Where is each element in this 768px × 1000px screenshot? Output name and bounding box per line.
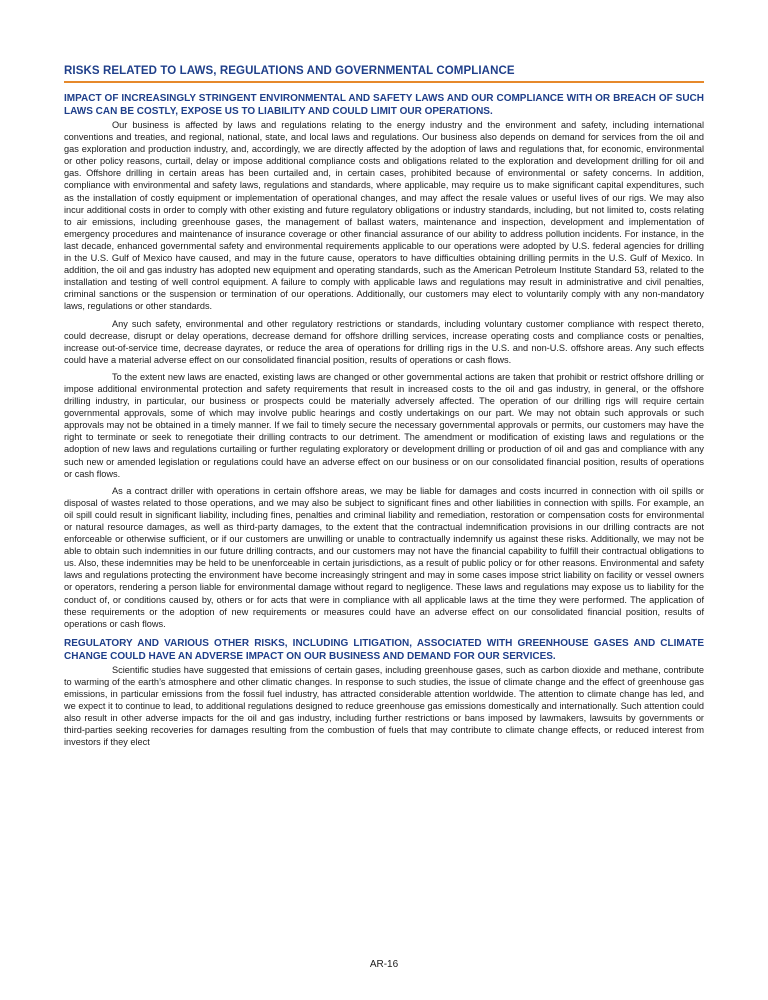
paragraph: Scientific studies have suggested that emissions of certain gases, including greenhouse gases, such as carbon dioxide and methane, contribute to warming of the earth’s atmosphere and other climatic changes. In response to such studies, the issue of climate change and the effect of greenhouse gas emissions, in particular emissions from the fossil fuel industry, has attracted considerable attention worldwide. The attention to climate change has led, and we expect it to continue to lead, to additional regulations designed to reduce greenhouse gas emissions domestically and internationally. Such attention could also result in other adverse impacts for the oil and gas industry, including further restrictions or bans imposed by lawmakers, lawsuits by governments or third-parties seeking recoveries for damages resulting from the combustion of fuels that may contribute to climate change effects, or reduced interest from investors if they elect [64, 664, 704, 748]
paragraph: As a contract driller with operations in certain offshore areas, we may be liable for damages and costs incurred in connection with oil spills or disposal of wastes related to those operations, and we may also be subject to significant fines and other liabilities in connection with spills. For example, an oil spill could result in significant liability, including fines, penalties and criminal liability and remediation, restoration or compensation costs for environmental or natural resource damages, as well as third-party damages, to the extent that the contractual indemnification provisions in our drilling contracts are not enforceable or otherwise sufficient, or if our customers are unwilling or unable to contractually indemnify us against these risks. Additionally, we may not be able to obtain such indemnities in our future drilling contracts, and our customers may not have the financial capability to fulfill their contractual obligations to us. Also, these indemnities may be held to be unenforceable in certain jurisdictions, as a result of public policy or for other reasons. Environmental and safety laws and regulations protecting the environment have become increasingly stringent and may in some cases impose strict liability on facility or vessel owners or operators, rendering a person liable for environmental damage without regard to negligence. These laws and regulations may expose us to liability for the conduct of, or conditions caused by, others or for acts that were in compliance with all applicable laws at the time they were performed. The application of these requirements or the adoption of new requirements or measures could have an adverse effect on our consolidated financial position, results of operations or cash flows. [64, 485, 704, 629]
paragraph: To the extent new laws are enacted, existing laws are changed or other governmental actions are taken that prohibit or restrict offshore drilling or impose additional environmental protection and safety requirements that result in increased costs to the oil and gas industry, in general, or the offshore drilling industry, in particular, our business or prospects could be materially adversely affected. The operation of our drilling rigs will require certain governmental approvals, some of which may involve public hearings and costly undertakings on our part. We may not obtain such approvals or such approvals may not be obtained in a timely manner. If we fail to timely secure the necessary governmental approvals or permits, our customers may have the right to terminate or seek to renegotiate their drilling contracts to our detriment. The amendment or modification of existing laws and regulations or the adoption of new laws and regulations curtailing or further regulating exploratory or development drilling or production of oil and gas and compliance with any such new or amended legislation or regulations could have an adverse effect on our business or on our consolidated financial position, results of operations or cash flows. [64, 371, 704, 479]
paragraph: Any such safety, environmental and other regulatory restrictions or standards, including voluntary customer compliance with respect thereto, could decrease, disrupt or delay operations, decrease demand for offshore drilling services, increase operating costs and compliance costs or penalties, increase out-of-service time, decrease dayrates, or reduce the area of operations for drilling rigs in the U.S. and non-U.S. offshore areas. Any such effects could have a material adverse effect on our consolidated financial position, results of operations or cash flows. [64, 318, 704, 365]
risk-heading: IMPACT OF INCREASINGLY STRINGENT ENVIRONMENTAL AND SAFETY LAWS AND OUR COMPLIANCE WITH OR BREACH OF SUCH LAWS CAN BE COSTLY, EXPOSE US TO LIABILITY AND COULD LIMIT OUR OPERATIONS. [64, 93, 704, 117]
document-page [64, 64, 704, 754]
section-divider [64, 81, 704, 83]
page-number: AR-16 [369, 959, 399, 970]
risk-heading: REGULATORY AND VARIOUS OTHER RISKS, INCLUDING LITIGATION, ASSOCIATED WITH GREENHOUSE GASES AND CLIMATE CHANGE COULD HAVE AN ADVERSE IMPACT ON OUR BUSINESS AND DEMAND FOR OUR SERVICES. [64, 637, 704, 662]
paragraph: Our business is affected by laws and regulations relating to the energy industry and the environment and safety, including international conventions and treaties, and regional, national, state, and local laws and regulations. Our business also depends on demand for services from the oil and gas exploration and production industry, and, accordingly, we are directly affected by the adoption of laws and regulations that, for economic, environmental or other policy reasons, curtail, delay or impose additional compliance costs and obligations related to the exploration and development drilling for oil and gas. Offshore drilling in certain areas has been curtailed and, in certain cases, prohibited because of environmental or safety concerns. In addition, compliance with environmental and safety laws, regulations and standards, where applicable, may require us to make significant capital expenditures, such as the installation of costly equipment or implementation of operational changes, and may affect the resale values or useful lives of our rigs. We may also incur additional costs in order to comply with other existing and future regulatory obligations or industry standards, including, but not limited to, costs relating to air emissions, including greenhouse gases, the management of ballast waters, maintenance and inspection, development and implementation of emergency procedures and maintenance of insurance coverage or other financial assurance of our ability to address pollution incidents. For instance, in the last decade, enhanced governmental safety and environmental requirements applicable to our operations were adopted by U.S. federal agencies for drilling in the U.S. Gulf of Mexico have caused, and may in the future cause, operators to have difficulties obtaining drilling permits in the U.S. Gulf of Mexico. In addition, the oil and gas industry has adopted new equipment and operating standards, such as the American Petroleum Institute Standard 53, related to the installation and testing of well control equipment. A failure to comply with applicable laws and regulations may result in administrative and civil penalties, criminal sanctions or the suspension or termination of our operations. Additionally, our customers may elect to voluntarily comply with any non-mandatory laws, regulations or other standards. [64, 120, 704, 312]
section-title: RISKS RELATED TO LAWS, REGULATIONS AND GOVERNMENTAL COMPLIANCE [64, 65, 515, 77]
risk-factor-environmental [64, 92, 704, 630]
risk-factor-climate [64, 637, 704, 749]
